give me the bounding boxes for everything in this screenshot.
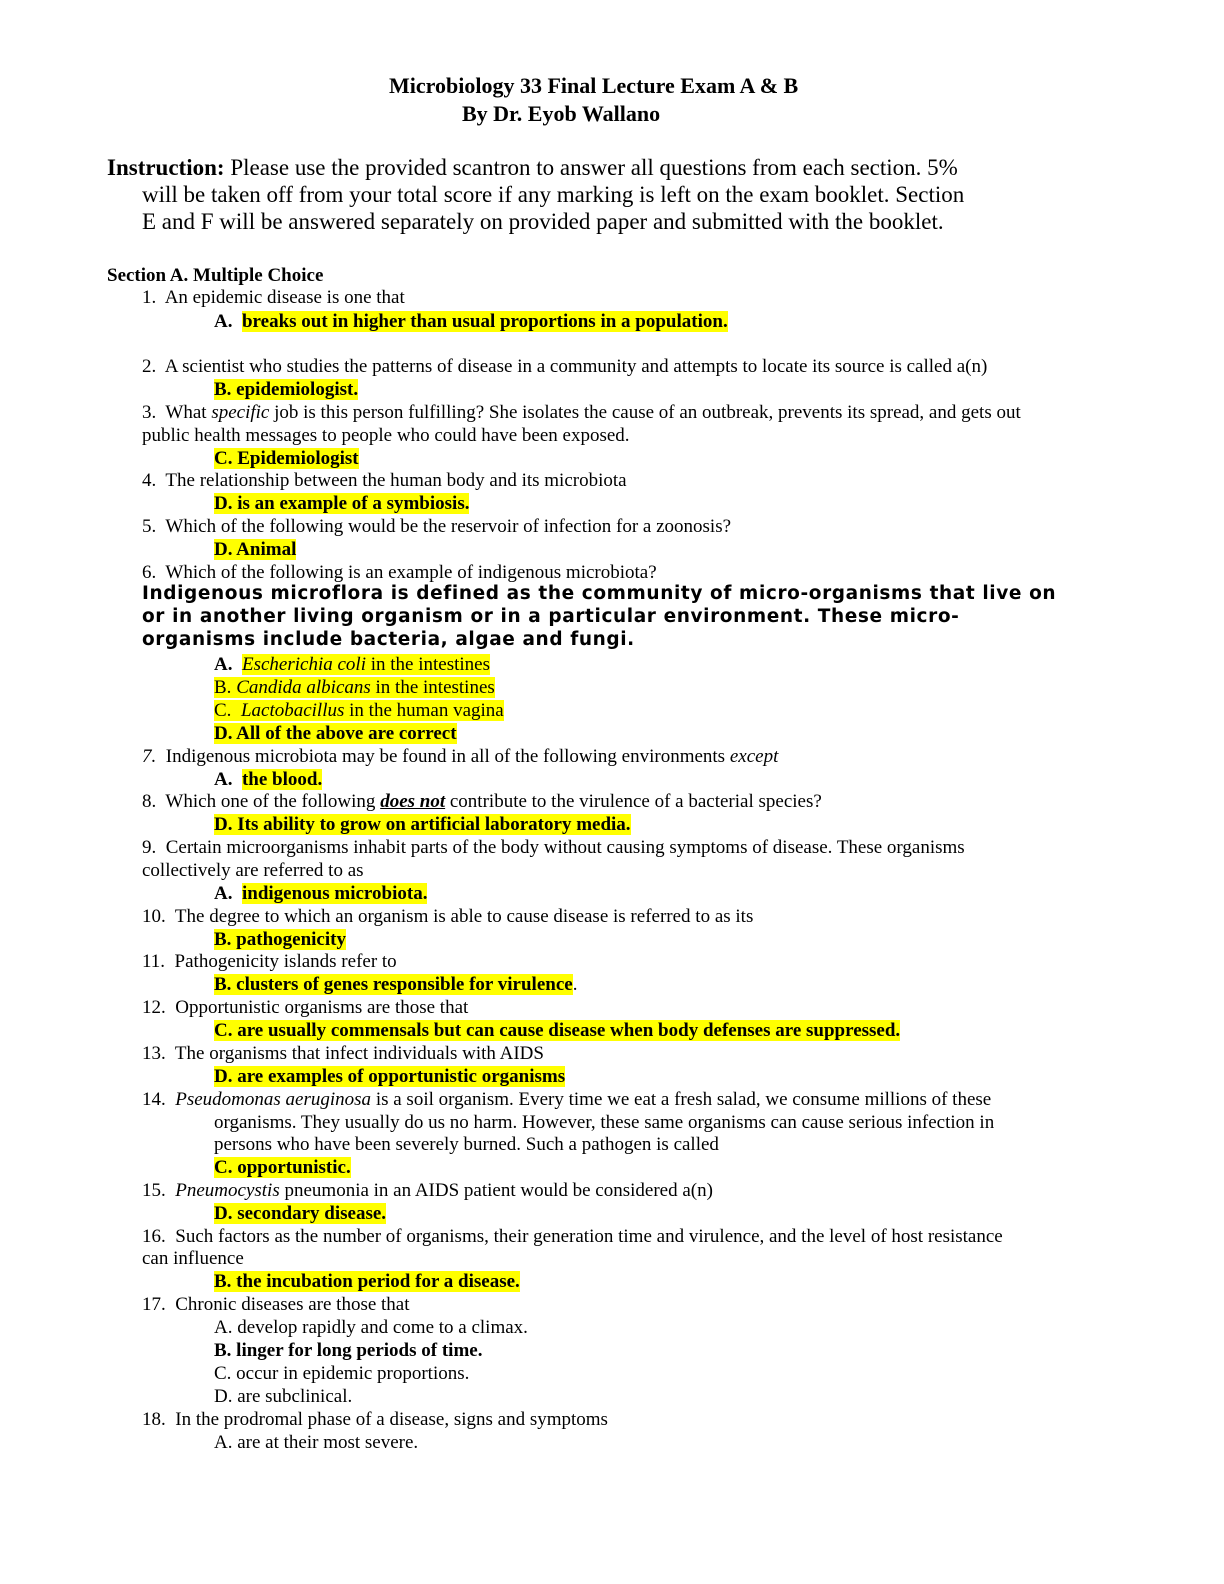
answer-1: A. breaks out in higher than usual proportions in a population.: [214, 311, 728, 332]
answer-11: B. clusters of genes responsible for virulence.: [214, 974, 578, 995]
instruction-line-3: E and F will be answered separately on provided paper and submitted with the booklet.: [142, 209, 944, 234]
question-12: 12. Opportunistic organisms are those that: [142, 997, 469, 1018]
question-16: 16. Such factors as the number of organisms, their generation time and virulence, and the level of host resistance: [142, 1226, 1003, 1247]
question-14-cont-1: organisms. They usually do us no harm. However, these same organisms can cause serious infection in: [214, 1112, 995, 1133]
instruction-text-1: Please use the provided scantron to answer all questions from each section. 5%: [224, 155, 958, 180]
option-18a: A. are at their most severe.: [214, 1432, 419, 1453]
answer-12: C. are usually commensals but can cause disease when body defenses are suppressed.: [214, 1020, 901, 1041]
option-17c: C. occur in epidemic proportions.: [214, 1363, 470, 1384]
question-15: 15. Pneumocystis pneumonia in an AIDS patient would be considered a(n): [142, 1180, 713, 1201]
question-17: 17. Chronic diseases are those that: [142, 1294, 410, 1315]
question-6: 6. Which of the following is an example of indigenous microbiota?: [142, 562, 657, 583]
question-8: 8. Which one of the following does not contribute to the virulence of a bacterial species?: [142, 791, 822, 812]
option-6a: A. Escherichia coli in the intestines: [214, 654, 490, 675]
note-6-line-3: organisms include bacteria, algae and fungi.: [142, 629, 635, 650]
question-3-cont: public health messages to people who could have been exposed.: [142, 425, 630, 446]
note-6-line-1: Indigenous microflora is defined as the community of micro-organisms that live on: [142, 583, 1057, 604]
question-11: 11. Pathogenicity islands refer to: [142, 951, 397, 972]
answer-15: D. secondary disease.: [214, 1203, 387, 1224]
answer-13: D. are examples of opportunistic organisms: [214, 1066, 566, 1087]
answer-14: C. opportunistic.: [214, 1157, 351, 1178]
option-17a: A. develop rapidly and come to a climax.: [214, 1317, 528, 1338]
question-2: 2. A scientist who studies the patterns of disease in a community and attempts to locate its source is called a(n): [142, 356, 988, 377]
answer-9: A. indigenous microbiota.: [214, 883, 428, 904]
answer-3: C. Epidemiologist: [214, 448, 359, 469]
answer-4: D. is an example of a symbiosis.: [214, 493, 470, 514]
option-6b: B. Candida albicans in the intestines: [214, 677, 495, 698]
instruction-line-2: will be taken off from your total score if any marking is left on the exam booklet. Section: [142, 182, 965, 207]
question-9: 9. Certain microorganisms inhabit parts of the body without causing symptoms of disease. These organisms: [142, 837, 965, 858]
answer-7: A. the blood.: [214, 769, 323, 790]
question-5: 5. Which of the following would be the reservoir of infection for a zoonosis?: [142, 516, 732, 537]
answer-5: D. Animal: [214, 539, 297, 560]
answer-10: B. pathogenicity: [214, 929, 346, 950]
question-9-cont: collectively are referred to as: [142, 860, 364, 881]
exam-title: Microbiology 33 Final Lecture Exam A & B: [389, 73, 799, 98]
question-7: 7. Indigenous microbiota may be found in all of the following environments except: [142, 746, 779, 767]
answer-8: D. Its ability to grow on artificial laboratory media.: [214, 814, 631, 835]
instruction-label: Instruction:: [107, 155, 225, 180]
question-13: 13. The organisms that infect individuals with AIDS: [142, 1043, 544, 1064]
section-a-title: Section A. Multiple Choice: [107, 265, 324, 286]
question-3: 3. What specific job is this person fulfilling? She isolates the cause of an outbreak, prevents its spread, and gets out: [142, 402, 1021, 423]
note-6-line-2: or in another living organism or in a particular environment. These micro-: [142, 606, 960, 627]
answer-2: B. epidemiologist.: [214, 379, 359, 400]
answer-6: D. All of the above are correct: [214, 723, 457, 744]
question-16-cont: can influence: [142, 1248, 244, 1269]
exam-author: By Dr. Eyob Wallano: [462, 101, 661, 126]
option-17d: D. are subclinical.: [214, 1386, 353, 1407]
question-10: 10. The degree to which an organism is able to cause disease is referred to as its: [142, 906, 754, 927]
option-6c: C. Lactobacillus in the human vagina: [214, 700, 504, 721]
question-14-cont-2: persons who have been severely burned. Such a pathogen is called: [214, 1134, 719, 1155]
question-4: 4. The relationship between the human body and its microbiota: [142, 470, 627, 491]
question-14: 14. Pseudomonas aeruginosa is a soil organism. Every time we eat a fresh salad, we consume millions of these: [142, 1089, 992, 1110]
answer-16: B. the incubation period for a disease.: [214, 1271, 520, 1292]
question-18: 18. In the prodromal phase of a disease, signs and symptoms: [142, 1409, 608, 1430]
question-1: 1. An epidemic disease is one that: [142, 287, 405, 308]
answer-17: B. linger for long periods of time.: [214, 1340, 483, 1361]
instruction-line-1: [107, 154, 958, 181]
